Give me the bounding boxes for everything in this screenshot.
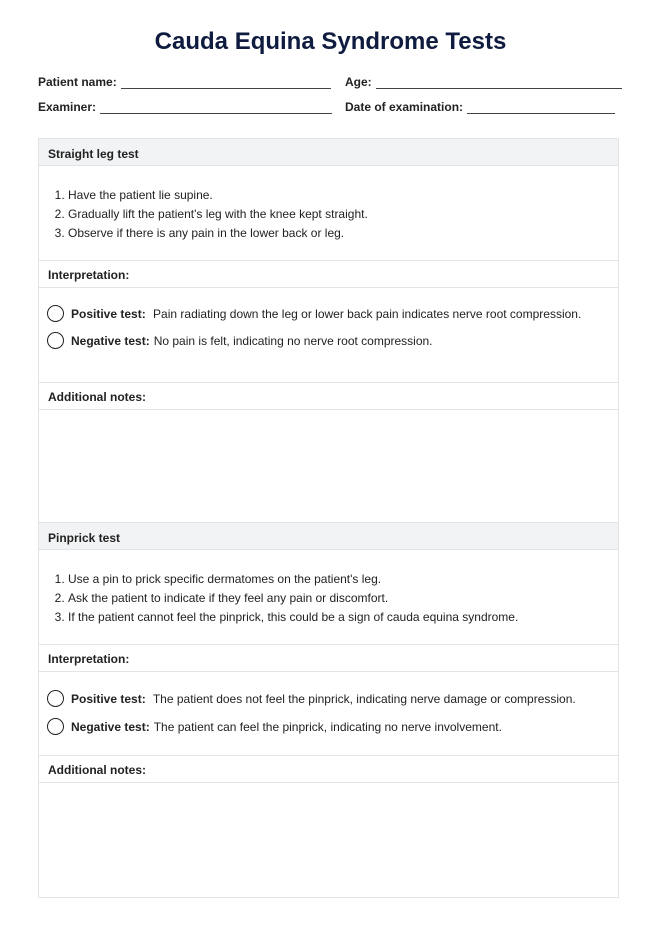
step: 3. Observe if there is any pain in the lower back or leg. <box>68 224 618 243</box>
section-title: Straight leg test <box>39 139 618 166</box>
step: 1. Use a pin to prick specific dermatomes on the patient's leg. <box>68 570 618 589</box>
age-field[interactable] <box>345 75 622 89</box>
step: 2. Gradually lift the patient's leg with the knee kept straight. <box>68 205 618 224</box>
age-label: Age: <box>345 75 372 89</box>
radio-circle-icon[interactable] <box>47 305 64 322</box>
option-label: Positive test: <box>71 307 146 321</box>
patient-name-line[interactable] <box>121 76 331 89</box>
interpretation-label: Interpretation: <box>39 645 618 672</box>
radio-circle-icon[interactable] <box>47 332 64 349</box>
examiner-line[interactable] <box>100 101 332 114</box>
age-line[interactable] <box>376 76 622 89</box>
option-text: Pain radiating down the leg or lower back pain indicates nerve root compression. <box>153 307 582 321</box>
option-text: No pain is felt, indicating no nerve root compression. <box>153 334 433 348</box>
steps-list <box>39 166 618 243</box>
step: 1. Have the patient lie supine. <box>68 186 618 205</box>
radio-circle-icon[interactable] <box>47 690 64 707</box>
section-title: Pinprick test <box>39 523 618 550</box>
step: 3. If the patient cannot feel the pinprick, this could be a sign of cauda equina syndrome. <box>68 608 618 627</box>
option-text: The patient does not feel the pinprick, indicating nerve damage or compression. <box>152 692 576 706</box>
interpretation-label: Interpretation: <box>39 261 618 288</box>
notes-label: Additional notes: <box>39 383 618 410</box>
page-title: Cauda Equina Syndrome Tests <box>154 28 507 55</box>
radio-circle-icon[interactable] <box>47 718 64 735</box>
positive-option[interactable] <box>39 307 618 321</box>
straight-leg-test-section <box>38 138 619 526</box>
negative-option[interactable] <box>39 334 618 348</box>
option-label: Positive test: <box>71 692 146 706</box>
patient-name-field[interactable] <box>38 75 331 89</box>
pinprick-test-section <box>38 522 619 898</box>
examiner-field[interactable] <box>38 100 332 114</box>
patient-name-label: Patient name: <box>38 75 117 89</box>
notes-label: Additional notes: <box>39 756 618 783</box>
option-text: The patient can feel the pinprick, indicating no nerve involvement. <box>153 720 502 734</box>
date-field[interactable] <box>345 100 615 114</box>
date-line[interactable] <box>467 101 615 114</box>
option-label: Negative test: <box>71 720 150 734</box>
notes-area[interactable] <box>39 783 618 897</box>
positive-option[interactable] <box>39 692 618 706</box>
negative-option[interactable] <box>39 720 618 734</box>
examiner-label: Examiner: <box>38 100 97 114</box>
steps-list <box>39 550 618 627</box>
date-label: Date of examination: <box>345 100 464 114</box>
option-label: Negative test: <box>71 334 150 348</box>
notes-area[interactable] <box>39 410 618 525</box>
step: 2. Ask the patient to indicate if they feel any pain or discomfort. <box>68 589 618 608</box>
